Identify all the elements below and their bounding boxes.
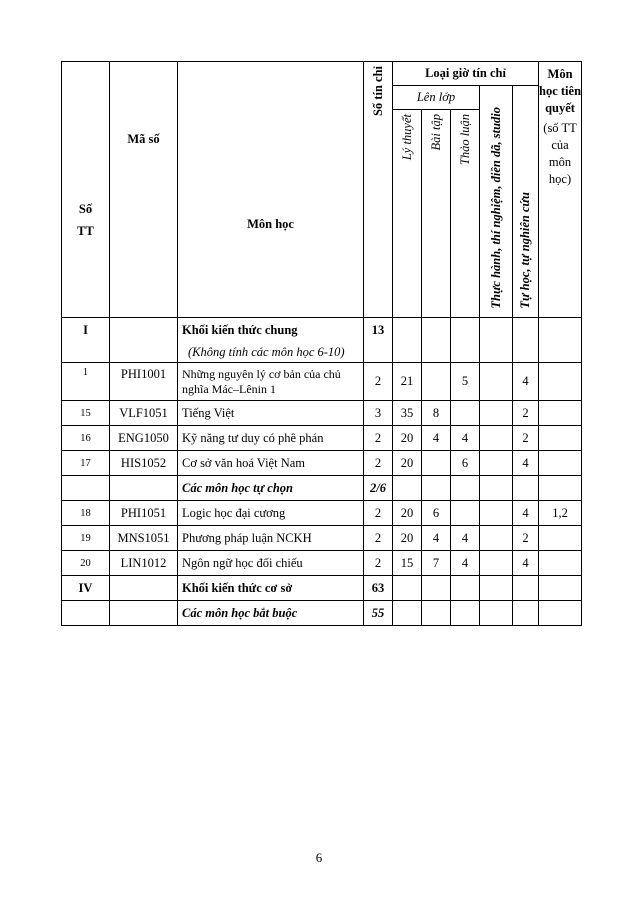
row-name — [178, 363, 364, 401]
table-row — [62, 576, 582, 601]
table-row — [62, 601, 582, 626]
row-stt: 18 — [62, 501, 110, 526]
row-tu — [513, 576, 539, 601]
row-stt: 16 — [62, 426, 110, 451]
row-tu: 2 — [513, 526, 539, 551]
row-tl — [451, 401, 480, 426]
row-bt — [422, 576, 451, 601]
row-name-main: Kỹ năng tư duy có phê phán — [182, 431, 324, 445]
table-row — [62, 401, 582, 426]
row-prerequisite — [539, 576, 582, 601]
row-code: PHI1001 — [110, 363, 178, 401]
row-stt: 1 — [62, 363, 110, 401]
row-tl: 6 — [451, 451, 480, 476]
row-credits: 63 — [364, 576, 393, 601]
table-row — [62, 426, 582, 451]
row-stt: I — [62, 318, 110, 363]
header-len-lop: Lên lớp — [393, 86, 480, 110]
row-credits: 2 — [364, 451, 393, 476]
row-th — [480, 501, 513, 526]
row-credits: 2/6 — [364, 476, 393, 501]
row-credits: 55 — [364, 601, 393, 626]
row-code: ENG1050 — [110, 426, 178, 451]
row-tl: 5 — [451, 363, 480, 401]
row-bt — [422, 476, 451, 501]
row-name-main: Khối kiến thức chung — [182, 323, 298, 337]
row-lt — [393, 476, 422, 501]
row-stt — [62, 601, 110, 626]
row-lt — [393, 318, 422, 363]
row-bt — [422, 318, 451, 363]
table-row — [62, 363, 582, 401]
row-lt: 15 — [393, 551, 422, 576]
row-tl — [451, 476, 480, 501]
table-row — [62, 526, 582, 551]
header-thao-luan: Thảo luận — [451, 110, 480, 318]
header-stt: Số TT — [62, 62, 110, 318]
row-th — [480, 401, 513, 426]
table-body — [62, 62, 582, 626]
row-prerequisite — [539, 551, 582, 576]
row-th — [480, 363, 513, 401]
row-th — [480, 476, 513, 501]
row-bt: 8 — [422, 401, 451, 426]
row-name — [178, 501, 364, 526]
row-credits: 13 — [364, 318, 393, 363]
row-th — [480, 426, 513, 451]
row-th — [480, 601, 513, 626]
row-stt: 20 — [62, 551, 110, 576]
row-tu — [513, 601, 539, 626]
row-lt: 20 — [393, 501, 422, 526]
row-credits: 3 — [364, 401, 393, 426]
row-stt: 17 — [62, 451, 110, 476]
row-lt — [393, 576, 422, 601]
row-tu — [513, 318, 539, 363]
row-code — [110, 318, 178, 363]
row-lt — [393, 601, 422, 626]
row-credits: 2 — [364, 426, 393, 451]
curriculum-table — [61, 61, 582, 626]
row-code: VLF1051 — [110, 401, 178, 426]
row-bt — [422, 601, 451, 626]
row-credits: 2 — [364, 526, 393, 551]
row-prerequisite — [539, 318, 582, 363]
table-row — [62, 451, 582, 476]
page-number: 6 — [315, 850, 323, 865]
row-th — [480, 576, 513, 601]
header-ma-so: Mã số — [110, 62, 178, 318]
row-lt: 20 — [393, 526, 422, 551]
row-lt: 35 — [393, 401, 422, 426]
row-name — [178, 601, 364, 626]
header-row-1 — [62, 62, 582, 86]
row-name-main: Các môn học bắt buộc — [182, 606, 298, 620]
row-prerequisite — [539, 401, 582, 426]
row-credits: 2 — [364, 501, 393, 526]
tien-quyet-note: (số TT của môn học) — [543, 121, 577, 186]
row-prerequisite — [539, 601, 582, 626]
row-name — [178, 476, 364, 501]
row-credits: 2 — [364, 551, 393, 576]
row-tu: 2 — [513, 426, 539, 451]
row-code: HIS1052 — [110, 451, 178, 476]
row-tl: 4 — [451, 526, 480, 551]
header-bai-tap: Bài tập — [422, 110, 451, 318]
row-bt: 7 — [422, 551, 451, 576]
table-row — [62, 476, 582, 501]
row-stt: 15 — [62, 401, 110, 426]
row-code: MNS1051 — [110, 526, 178, 551]
row-name-main: Ngôn ngữ học đối chiếu — [182, 556, 303, 570]
header-ly-thuyet: Lý thuyết — [393, 110, 422, 318]
tien-quyet-title: Môn học tiên quyết — [539, 67, 582, 115]
row-lt: 20 — [393, 451, 422, 476]
table-row — [62, 551, 582, 576]
row-credits: 2 — [364, 363, 393, 401]
row-bt: 4 — [422, 526, 451, 551]
row-tl — [451, 576, 480, 601]
row-name-note: (Không tính các môn học 6-10) — [188, 345, 345, 359]
row-name-main: Các môn học tự chọn — [182, 481, 293, 495]
row-name — [178, 576, 364, 601]
row-stt — [62, 476, 110, 501]
row-code — [110, 601, 178, 626]
row-code — [110, 476, 178, 501]
header-tu-hoc: Tự học, tự nghiên cứu — [513, 86, 539, 318]
row-tl — [451, 601, 480, 626]
row-tu — [513, 476, 539, 501]
row-name — [178, 401, 364, 426]
row-code: PHI1051 — [110, 501, 178, 526]
row-bt — [422, 451, 451, 476]
row-name — [178, 551, 364, 576]
row-bt — [422, 363, 451, 401]
row-th — [480, 551, 513, 576]
row-name-main: Tiếng Việt — [182, 406, 235, 420]
row-code — [110, 576, 178, 601]
row-lt: 21 — [393, 363, 422, 401]
row-tl: 4 — [451, 426, 480, 451]
row-code: LIN1012 — [110, 551, 178, 576]
row-name-main: Cơ sở văn hoá Việt Nam — [182, 456, 305, 470]
row-tl: 4 — [451, 551, 480, 576]
header-tien-quyet — [539, 62, 582, 318]
row-th — [480, 318, 513, 363]
row-tl — [451, 501, 480, 526]
row-name-main: Logic học đại cương — [182, 506, 286, 520]
table-row — [62, 318, 582, 363]
row-prerequisite — [539, 451, 582, 476]
row-tl — [451, 318, 480, 363]
row-prerequisite: 1,2 — [539, 501, 582, 526]
row-prerequisite — [539, 426, 582, 451]
table-row — [62, 501, 582, 526]
row-th — [480, 526, 513, 551]
row-prerequisite — [539, 526, 582, 551]
row-lt: 20 — [393, 426, 422, 451]
row-name — [178, 526, 364, 551]
row-tu: 4 — [513, 551, 539, 576]
row-name — [178, 318, 364, 363]
row-bt: 6 — [422, 501, 451, 526]
row-prerequisite — [539, 363, 582, 401]
row-name — [178, 451, 364, 476]
row-th — [480, 451, 513, 476]
header-thuc-hanh: Thực hành, thí nghiệm, điền dã, studio — [480, 86, 513, 318]
row-tu: 4 — [513, 451, 539, 476]
row-tu: 4 — [513, 501, 539, 526]
row-name-main: Phương pháp luận NCKH — [182, 531, 312, 545]
header-loai-gio: Loại giờ tín chỉ — [393, 62, 539, 86]
row-tu: 4 — [513, 363, 539, 401]
row-stt: IV — [62, 576, 110, 601]
row-stt: 19 — [62, 526, 110, 551]
header-so-tin-chi: Số tín chỉ — [364, 62, 393, 318]
row-prerequisite — [539, 476, 582, 501]
row-bt: 4 — [422, 426, 451, 451]
row-name — [178, 426, 364, 451]
row-name-main: Khối kiến thức cơ sở — [182, 581, 293, 595]
row-name-main: Những nguyên lý cơ bản của chủ nghĩa Mác–Lênin 1 — [182, 366, 341, 396]
row-tu: 2 — [513, 401, 539, 426]
header-mon-hoc: Môn học — [178, 62, 364, 318]
